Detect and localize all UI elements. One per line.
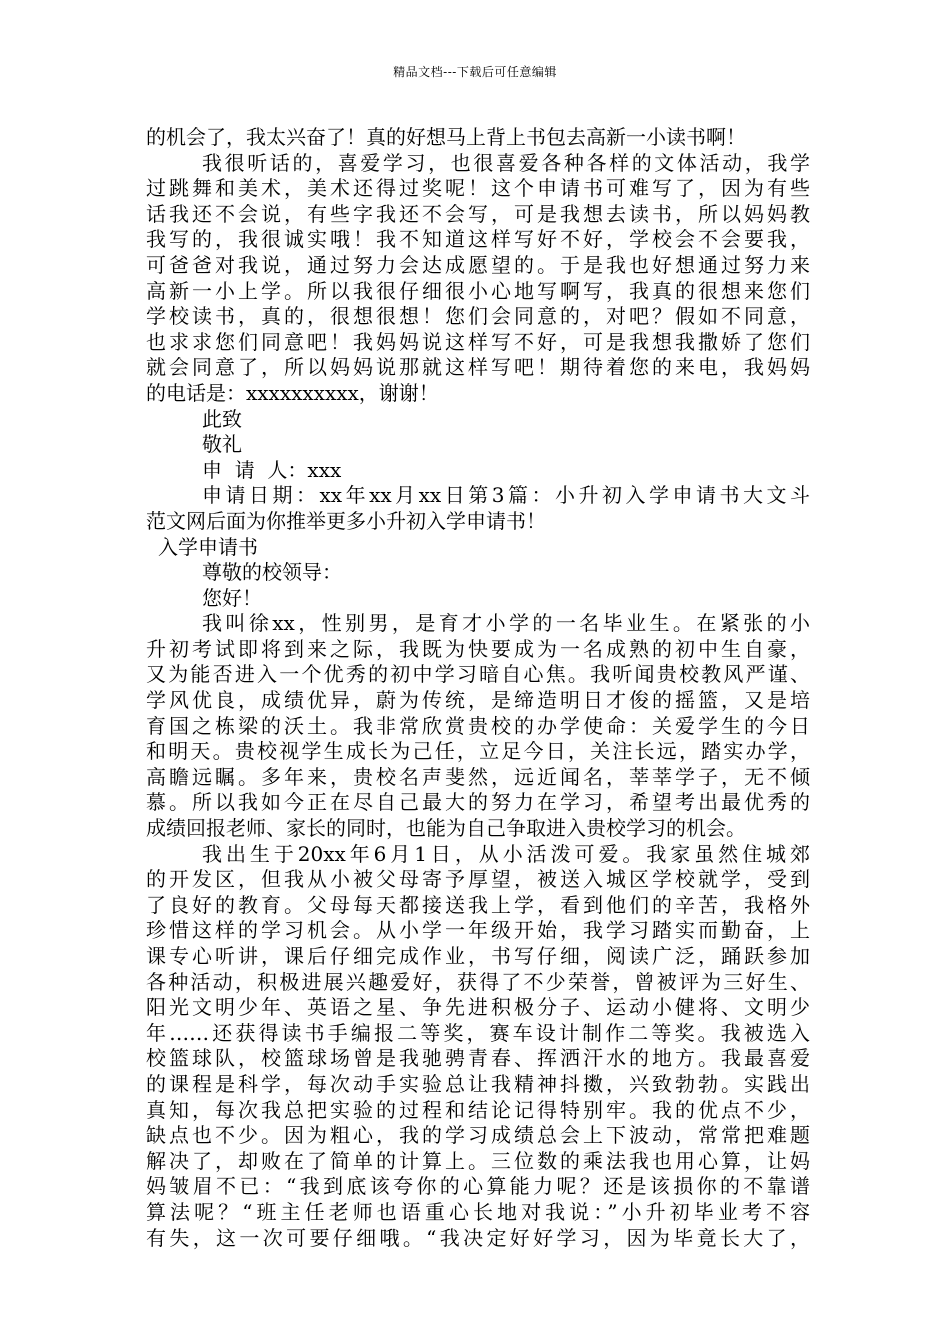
text-line: 各种活动，积极进展兴趣爱好，获得了不少荣誉，曾被评为三好生、 <box>146 969 810 994</box>
text-line: 学风优良，成绩优异，蔚为传统，是缔造明日才俊的摇篮，又是培 <box>146 688 810 713</box>
text-line: 解决了，却败在了简单的计算上。三位数的乘法我也用心算，让妈 <box>146 1148 810 1173</box>
text-line: 珍惜这样的学习机会。从小学一年级开始，我学习踏实而勤奋，上 <box>146 918 810 943</box>
text-line: 和明天。贵校视学生成长为己任，立足今日，关注长远，踏实办学， <box>146 739 810 764</box>
greeting-line: 尊敬的校领导： <box>202 560 342 585</box>
text-line: 妈皱眉不已：“我到底该夸你的心算能力呢？还是该损你的不靠谱 <box>146 1174 810 1199</box>
text-line: 成绩回报老师、家长的同时，也能为自己争取进入贵校学习的机会。 <box>146 816 746 841</box>
text-line: 校篮球队，校篮球场曾是我驰骋青春、挥洒汗水的地方。我最喜爱 <box>146 1046 810 1071</box>
text-line: 过跳舞和美术，美术还得过奖呢！这个申请书可难写了，因为有些 <box>146 176 810 201</box>
text-line: 高新一小上学。所以我很仔细很小心地写啊写，我真的很想来您们 <box>146 278 810 303</box>
text-line: 算法呢？“班主任老师也语重心长地对我说：”小升初毕业考不容 <box>146 1199 810 1224</box>
paragraph-first-line: 我出生于20xx年6月1日，从小活泼可爱。我家虽然住城郊 <box>202 841 810 866</box>
text-line: 阳光文明少年、英语之星、争先进积极分子、运动小健将、文明少 <box>146 995 810 1020</box>
text-line: 的课程是科学，每次动手实验总让我精神抖擞，兴致勃勃。实践出 <box>146 1071 810 1096</box>
text-line: 了良好的教育。父母每天都接送我上学，看到他们的辛苦，我格外 <box>146 892 810 917</box>
text-line: 缺点也不少。因为粗心，我的学习成绩总会上下波动，常常把难题 <box>146 1123 810 1148</box>
text-line: 范文网后面为你推举更多小升初入学申请书！ <box>146 508 546 533</box>
paragraph-first-line: 我很听话的，喜爱学习，也很喜爱各种各样的文体活动，我学 <box>202 150 810 175</box>
page-header: 精品文档---下载后可任意编辑 <box>393 65 557 79</box>
text-line: 有失，这一次可要仔细哦。“我决定好好学习，因为毕竟长大了， <box>146 1225 810 1250</box>
text-line: 的电话是：xxxxxxxxxx，谢谢！ <box>146 380 439 405</box>
text-line: 就会同意了，所以妈妈说那就这样写吧！期待着您的来电，我妈妈 <box>146 355 810 380</box>
greeting-line: 您好！ <box>202 585 262 610</box>
text-line: 可爸爸对我说，通过努力会达成愿望的。于是我也好想通过努力来 <box>146 252 810 277</box>
text-line: 也求求您们同意吧！我妈妈说这样写不好，可是我想我撒娇了您们 <box>146 329 810 354</box>
text-line: 的开发区，但我从小被父母寄予厚望，被送入城区学校就学，受到 <box>146 867 810 892</box>
paragraph-first-line: 我叫徐xx，性别男，是育才小学的一名毕业生。在紧张的小 <box>202 611 810 636</box>
text-line: 学校读书，真的，很想很想！您们会同意的，对吧？假如不同意， <box>146 304 810 329</box>
text-line: 高瞻远瞩。多年来，贵校名声斐然，远近闻名，莘莘学子，无不倾 <box>146 764 810 789</box>
text-line: 课专心听讲，课后仔细完成作业，书写仔细，阅读广泛，踊跃参加 <box>146 944 810 968</box>
applicant-line: 申 请 人：xxx <box>202 457 342 482</box>
text-line: 真知，每次我总把实验的过程和结论记得特别牢。我的优点不少， <box>146 1097 810 1122</box>
text-line: 我写的，我很诚实哦！我不知道这样写好不好，学校会不会要我， <box>146 227 810 252</box>
text-line: 年……还获得读书手编报二等奖，赛车设计制作二等奖。我被选入 <box>146 1020 810 1045</box>
application-date-line: 申请日期：xx年xx月xx日第3篇：小升初入学申请书大文斗 <box>202 483 810 508</box>
text-line: 又为能否进入一个优秀的初中学习暗自心焦。我听闻贵校教风严谨、 <box>146 662 810 687</box>
document-body <box>146 125 810 1251</box>
text-line: 育国之栋梁的沃土。我非常欣赏贵校的办学使命：关爱学生的今日 <box>146 713 810 738</box>
text-line: 慕。所以我如今正在尽自己最大的努力在学习，希望考出最优秀的 <box>146 790 810 815</box>
closing-salutation: 此致 <box>202 406 242 431</box>
text-line: 的机会了，我太兴奋了！真的好想马上背上书包去高新一小读书啊！ <box>146 125 746 149</box>
section-title: 入学申请书 <box>158 534 258 559</box>
closing-salutation: 敬礼 <box>202 432 242 457</box>
text-line: 升初考试即将到来之际，我既为快要成为一名成熟的初中生自豪， <box>146 636 810 661</box>
text-line: 话我还不会说，有些字我还不会写，可是我想去读书，所以妈妈教 <box>146 201 810 226</box>
